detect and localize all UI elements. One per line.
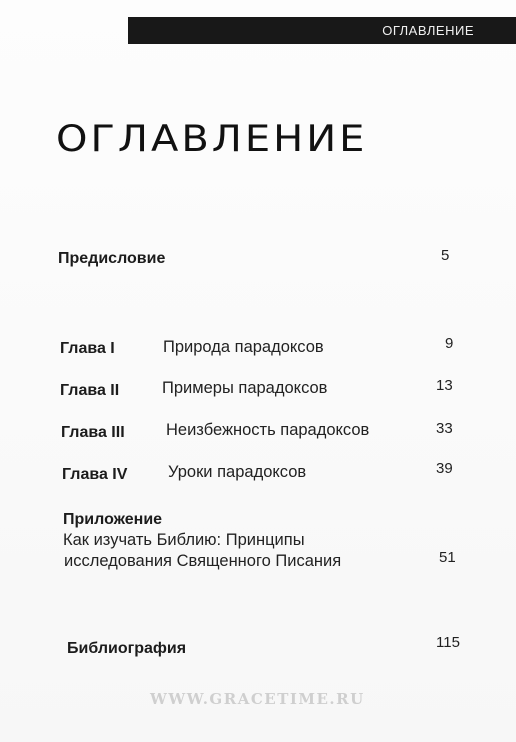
toc-chapter-1-number: Глава I <box>60 340 115 357</box>
toc-preface-label: Предисловие <box>58 250 166 267</box>
toc-bibliography-page: 115 <box>436 634 460 651</box>
site-watermark: WWW.GRACETIME.RU <box>150 690 365 708</box>
toc-chapter-2-page: 13 <box>436 377 453 394</box>
page-title: ОГЛАВЛЕНИЕ <box>56 118 368 161</box>
toc-bibliography-label: Библиография <box>67 640 187 657</box>
toc-appendix-line-1: Как изучать Библию: Принципы <box>63 531 305 549</box>
toc-chapter-1-title: Природа парадоксов <box>163 338 324 356</box>
toc-chapter-4-title: Уроки парадоксов <box>168 463 307 481</box>
toc-chapter-4-page: 39 <box>436 460 453 477</box>
toc-chapter-3-number: Глава III <box>61 424 125 441</box>
toc-appendix-line-2: исследования Священного Писания <box>64 552 342 570</box>
toc-chapter-2-number: Глава II <box>60 382 120 399</box>
running-header-title: ОГЛАВЛЕНИЕ <box>382 23 474 38</box>
toc-chapter-1-page: 9 <box>445 335 454 352</box>
toc-chapter-4-number: Глава IV <box>62 466 128 483</box>
running-header-bar <box>128 17 516 44</box>
toc-appendix-page: 51 <box>439 549 456 566</box>
toc-appendix-label: Приложение <box>63 511 163 528</box>
toc-chapter-3-page: 33 <box>436 420 453 437</box>
toc-chapter-3-title: Неизбежность парадоксов <box>166 421 370 439</box>
toc-chapter-2-title: Примеры парадоксов <box>162 379 328 397</box>
toc-preface-page: 5 <box>441 247 450 264</box>
